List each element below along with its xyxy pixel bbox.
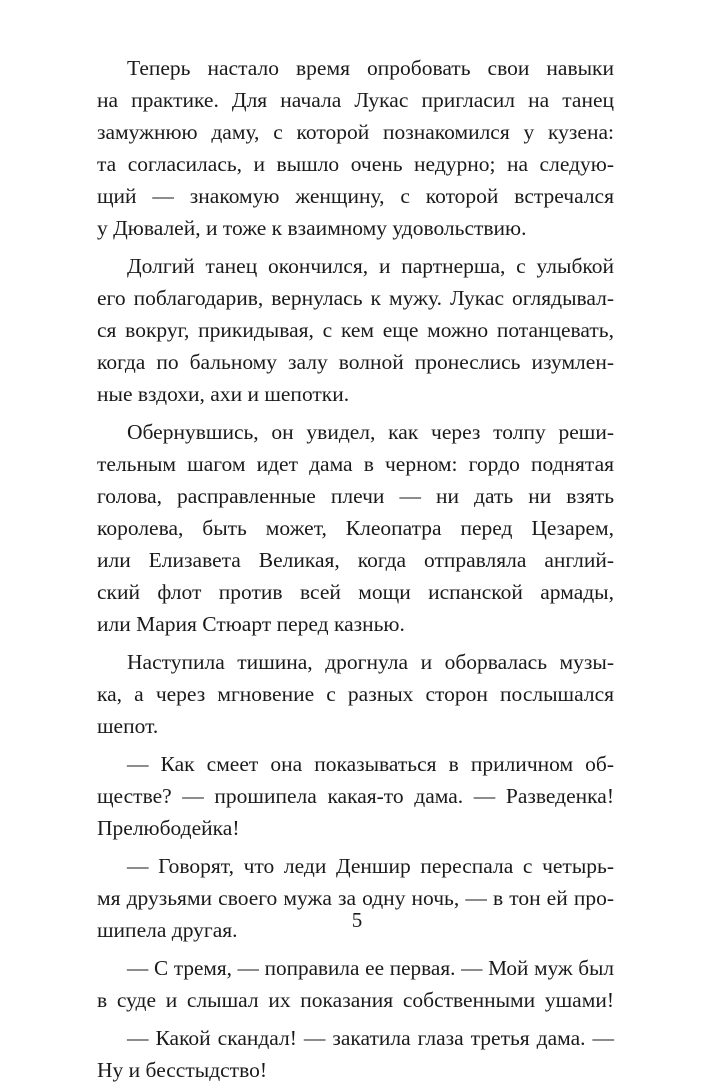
text-line: или Елизавета Великая, когда отправляла англий- xyxy=(97,548,614,572)
text-line: Наступила тишина, дрогнула и оборвалась музы- xyxy=(127,650,614,674)
text-line: у Дювалей, и тоже к взаимному удовольствию. xyxy=(97,216,527,240)
text-line: та согласилась, и вышло очень недурно; на следую- xyxy=(97,152,614,176)
text-line: замужнюю даму, с которой познакомился у кузена: xyxy=(97,120,614,144)
text-line: Прелюбодейка! xyxy=(97,816,240,840)
text-line: шепот. xyxy=(97,714,159,738)
text-line: ся вокруг, прикидывая, с кем еще можно потанцевать, xyxy=(97,318,614,342)
text-line: Долгий танец окончился, и партнерша, с улыбкой xyxy=(127,254,614,278)
book-page-text xyxy=(97,52,614,1092)
text-line: — Как смеет она показываться в приличном об- xyxy=(127,752,614,776)
paragraph xyxy=(97,646,614,742)
paragraph xyxy=(97,748,614,844)
text-line: щий — знакомую женщину, с которой встречался xyxy=(97,184,614,208)
text-line: его поблагодарив, вернулась к мужу. Лукас оглядывал- xyxy=(97,286,614,310)
paragraph xyxy=(97,52,614,244)
text-line: Ну и бесстыдство! xyxy=(97,1058,267,1082)
paragraph xyxy=(97,1022,614,1086)
text-line: ский флот против всей мощи испанской армады, xyxy=(97,580,614,604)
text-line: Обернувшись, он увидел, как через толпу реши- xyxy=(127,420,614,444)
paragraph xyxy=(97,416,614,640)
text-line: на практике. Для начала Лукас пригласил на танец xyxy=(97,88,614,112)
text-line: — Говорят, что леди Деншир переспала с четырь- xyxy=(127,854,614,878)
text-line: королева, быть может, Клеопатра перед Цезарем, xyxy=(97,516,614,540)
text-line: ные вздохи, ахи и шепотки. xyxy=(97,382,350,406)
page-number: 5 xyxy=(351,908,363,932)
text-line: — С тремя, — поправила ее первая. — Мой муж был xyxy=(127,956,614,980)
text-line: когда по бальному залу волной пронеслись изумлен- xyxy=(97,350,614,374)
text-line: голова, расправленные плечи — ни дать ни взять xyxy=(97,484,614,508)
text-line: в суде и слышал их показания собственными ушами! xyxy=(97,988,614,1012)
text-line: тельным шагом идет дама в черном: гордо поднятая xyxy=(97,452,614,476)
text-line: — Какой скандал! — закатила глаза третья дама. — xyxy=(127,1026,614,1050)
text-line: Теперь настало время опробовать свои навыки xyxy=(127,56,614,80)
text-line: или Мария Стюарт перед казнью. xyxy=(97,612,405,636)
paragraph xyxy=(97,952,614,1016)
text-line: ка, а через мгновение с разных сторон послышался xyxy=(97,682,614,706)
paragraph xyxy=(97,250,614,410)
text-line: шипела другая. xyxy=(97,918,238,942)
text-line: ществе? — прошипела какая-то дама. — Разведенка! xyxy=(97,784,614,808)
text-line: мя друзьями своего мужа за одну ночь, — в тон ей про- xyxy=(97,886,614,910)
